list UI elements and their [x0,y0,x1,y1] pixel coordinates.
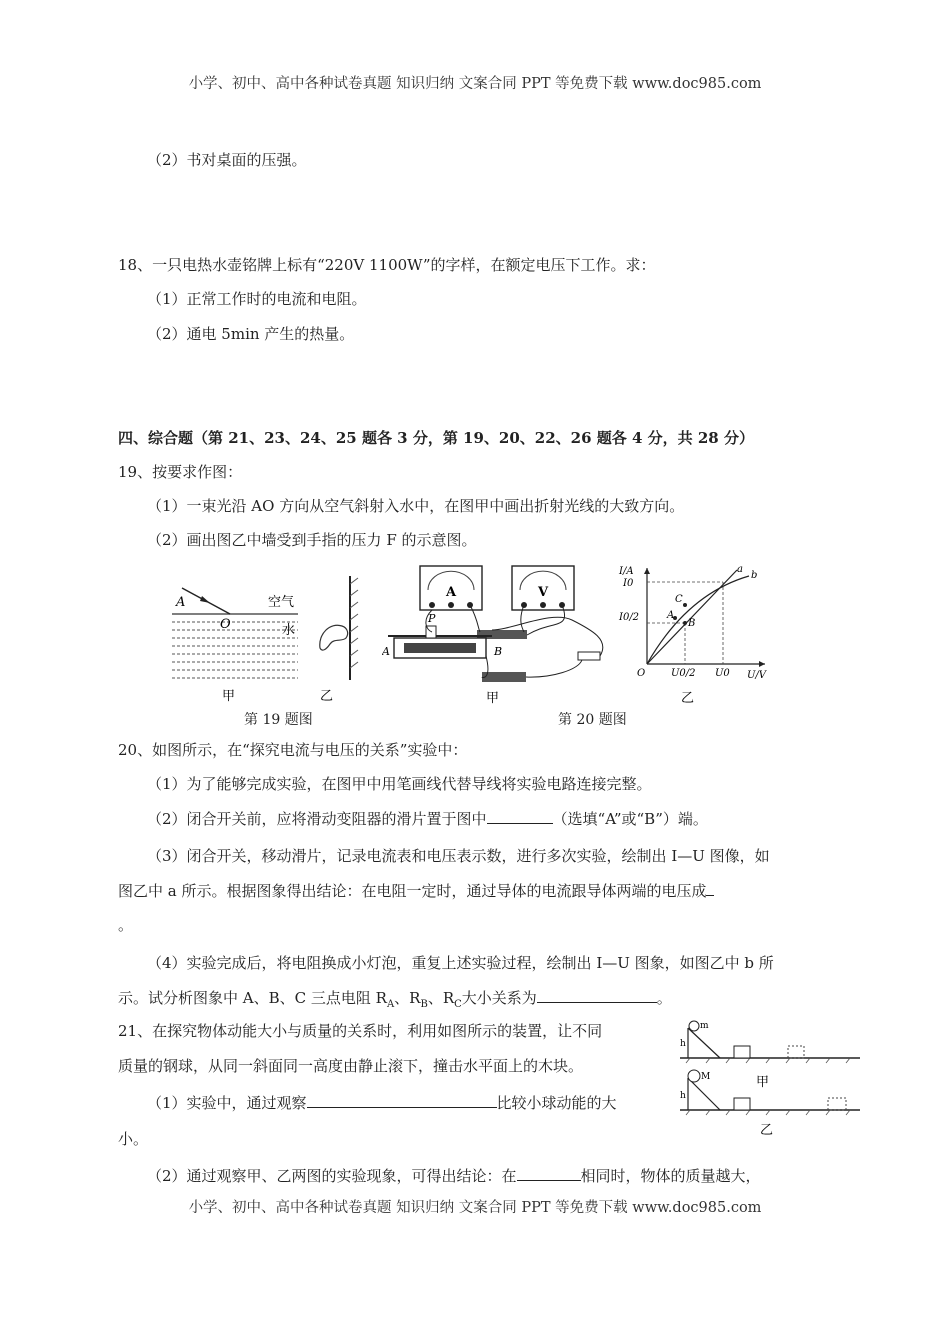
line-a [647,570,737,664]
q20-part2-blank[interactable] [487,808,553,824]
q21-part1-text-b: 比较小球动能的大 [496,1094,617,1112]
q20-part4-blank[interactable] [537,987,657,1003]
ball-m [689,1021,699,1031]
rheostat-coil [404,643,476,653]
q17-part2: （2）书对桌面的压强。 [147,151,307,169]
q20-part4-line2: 示。试分析图象中 A、B、C 三点电阻 $R_A$、$R_B$、$R_C$大小关系为 。 [118,989,672,1010]
block-jia-moved [788,1046,804,1058]
q21-part2-blank[interactable] [517,1165,581,1181]
fig19-yi: 乙 [320,689,334,704]
point-C [683,603,687,607]
finger-icon [320,625,348,650]
ray-arrow-icon [200,596,210,603]
q20-part2-text-b: （选填“A”或“B”）端。 [552,810,708,828]
curve-b [647,576,749,664]
q21-stem-line1: 21、在探究物体动能大小与质量的关系时，利用如图所示的装置，让不同 [118,1022,603,1040]
fig21-yi: 乙 [760,1123,774,1136]
label-O: O [220,617,231,632]
q21-part2-text-b: 相同时，物体的质量越大， [580,1167,761,1185]
figure-20-graph [615,560,775,710]
battery [482,672,526,682]
q21-stem-line2: 质量的钢球，从同一斜面同一高度由静止滚下，撞击水平面上的木块。 [118,1057,584,1075]
label-water: 水 [282,623,296,638]
label-h-yi: h [680,1091,686,1101]
block-yi [734,1098,750,1110]
q21-part1-cont: 小。 [118,1130,149,1148]
label-m: m [700,1021,709,1031]
q20-part2-text-a: （2）闭合开关前，应将滑动变阻器的滑片置于图中 [147,810,487,828]
q20-part4-text-c: 大小关系为 [461,989,537,1007]
fig21-jia: 甲 [756,1075,770,1090]
q20-part4-text-d: 。 [656,989,672,1007]
q21-part2 [147,1165,761,1186]
slope-jia [688,1028,720,1058]
label-A: A [176,595,186,610]
q20-part3-blank[interactable] [706,880,714,896]
page-header: 小学、初中、高中各种试卷真题 知识归纳 文案合同 PPT 等免费下载 www.doc985.com [188,76,762,92]
fig20-jia: 甲 [486,691,500,706]
fig19-caption: 第 19 题图 [244,712,313,728]
y-axis-label: I/A [619,566,634,577]
q18-part1: （1）正常工作时的电流和电阻。 [147,290,367,308]
label-point-A: A [667,610,675,621]
fig20-caption: 第 20 题图 [558,712,627,728]
tick-I0-half: I0/2 [619,612,640,623]
q20-part2 [147,808,708,829]
q18-part2: （2）通电 5min 产生的热量。 [147,325,355,343]
q20-part3-line2 [118,880,714,901]
label-rheo-A: A [382,645,390,658]
q20-part3-line1: （3）闭合开关，移动滑片，记录电流表和电压表示数，进行多次实验，绘制出 I—U 图像，如 [147,847,770,865]
section4-title: 四、综合题（第 21、23、24、25 题各 3 分，第 19、20、22、26 题各 4 分，共 28 分） [118,429,754,447]
water-surface-lines [172,614,298,678]
q21-part1-text-a: （1）实验中，通过观察 [147,1094,307,1112]
label-rheo-B: B [494,645,503,658]
voltmeter-label: V [538,585,549,600]
block-jia [734,1046,750,1058]
figure-21 [670,1016,870,1136]
q21-part2-text-a: （2）通过观察甲、乙两图的实验现象，可得出结论：在 [147,1167,517,1185]
point-B [683,621,687,625]
q19-part1: （1）一束光沿 AO 方向从空气斜射入水中，在图甲中画出折射光线的大致方向。 [147,497,685,515]
q20-stem: 20、如图所示，在“探究电流与电压的关系”实验中： [118,741,468,759]
origin-O: O [637,668,646,679]
ammeter-label: A [446,585,457,600]
ball-M [688,1070,700,1082]
label-h-jia: h [680,1039,686,1049]
wall-hatch [350,578,358,668]
block-yi-moved [828,1098,846,1110]
label-b: b [751,570,758,581]
x-axis-label: U/V [747,670,767,681]
figure-19 [170,560,370,710]
figure-20-circuit [382,560,612,710]
tick-U0: U0 [715,668,730,679]
q19-part2: （2）画出图乙中墙受到手指的压力 F 的示意图。 [147,531,477,549]
q19-stem: 19、按要求作图： [118,463,243,481]
switch [578,652,600,660]
tick-U0-half: U0/2 [671,668,696,679]
label-air: 空气 [268,595,295,610]
q20-part4-text-a: 示。试分析图象中 A、B、C 三点电阻 R [118,989,387,1007]
label-M: M [701,1072,711,1082]
page-footer: 小学、初中、高中各种试卷真题 知识归纳 文案合同 PPT 等免费下载 www.doc985.com [188,1200,762,1216]
q18-stem: 18、一只电热水壶铭牌上标有“220V 1100W”的字样，在额定电压下工作。求： [118,256,656,274]
q20-part3-text: 图乙中 a 所示。根据图象得出结论：在电阻一定时，通过导体的电流跟导体两端的电压成 [118,882,707,900]
label-a: a [737,564,743,575]
label-P: P [428,612,436,625]
slope-yi [688,1078,720,1110]
label-point-B: B [688,618,696,629]
q20-part4-line1: （4）实验完成后，将电阻换成小灯泡，重复上述实验过程，绘制出 I—U 图象，如图乙中 b 所 [147,954,774,972]
fig19-jia: 甲 [222,689,236,704]
label-point-C: C [675,594,683,605]
q21-part1 [147,1092,617,1113]
q20-part3-line3: 。 [118,916,134,934]
q21-part1-blank[interactable] [307,1092,497,1108]
fig20-yi: 乙 [681,691,695,706]
q20-part1: （1）为了能够完成实验，在图甲中用笔画线代替导线将实验电路连接完整。 [147,775,652,793]
tick-I0: I0 [623,578,634,589]
